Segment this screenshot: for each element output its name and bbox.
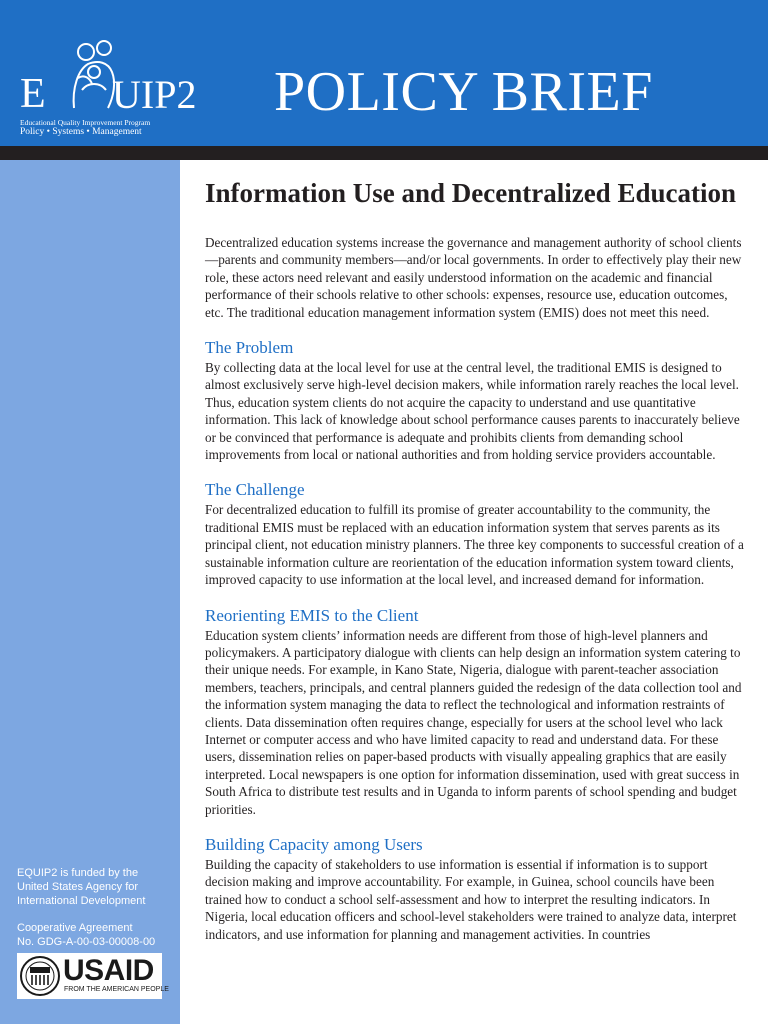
logo-letter-e: E: [20, 71, 46, 117]
section-heading-capacity: Building Capacity among Users: [205, 834, 423, 854]
cooperative-agreement: [17, 921, 177, 949]
equip2-logo: [20, 38, 220, 142]
program-areas: Policy • Systems • Management: [20, 127, 142, 137]
agreement-line: No. GDG-A-00-03-00008-00: [17, 936, 156, 948]
usaid-seal-icon: [19, 955, 61, 997]
agreement-line: Cooperative Agreement: [17, 922, 133, 934]
usaid-wordmark: USAID: [63, 954, 154, 987]
header-banner: [0, 0, 768, 146]
funding-line: EQUIP2 is funded by the: [17, 867, 139, 879]
usaid-logo: [17, 953, 169, 999]
policy-brief-title: POLICY BRIEF: [274, 61, 653, 123]
main-content: [205, 176, 745, 943]
usaid-tagline: FROM THE AMERICAN PEOPLE: [64, 986, 169, 993]
document-title: Information Use and Decentralized Education: [205, 178, 736, 208]
funding-note: [17, 866, 177, 908]
section-body-reorienting: Education system clients’ information needs are different from those of high-level planners and policymakers. A participatory dialogue with clients can help design an information system catering to their unique needs. For example, in Kano State, Nigeria, dialogue with parent-teacher association members, teachers, principals, and central planners guided the redesign of the data collection tool and the information system managing the data to reflect the technological and information restraints of clients. Data dissemination often requires change, especially for users at the school level who lack Internet or computer access and who have limited capacity to read and understand data. For these users, dissemination relies on paper-based products with visually appealing graphics that are easily interpreted. Local newspapers is one option for information dissemination, used with great success in South Africa to distribute test results and in Uganda to inform parents of school spending and budget priorities.: [205, 627, 742, 817]
section-body-challenge: For decentralized education to fulfill its promise of greater accountability to the community, the traditional EMIS must be replaced with an education information system that serves parents as its principal client, not education ministry planners. The three key components to successful creation of a sustainable information culture are reorientation of the education information system toward clients, improved capacity to use information at the local level, and increased demand for information.: [205, 502, 744, 588]
logo-letters-uip2: UIP2: [112, 72, 197, 117]
section-heading-reorienting: Reorienting EMIS to the Client: [205, 605, 419, 625]
funding-line: United States Agency for: [17, 881, 139, 893]
section-body-problem: By collecting data at the local level for use at the central level, the traditional EMIS is designed to almost exclusively serve high-level decision makers, while information rarely reaches the local level. Thus, education system clients do not acquire the capacity to understand and use quantitative information. This lack of knowledge about school performance causes parents to inaccurately believe or be convinced that performance is adequate and prohibits clients from demanding school improvements from local or national authorities and from holding service providers accountable.: [205, 360, 740, 463]
intro-paragraph: Decentralized education systems increase the governance and management authority of school clients—parents and community members—and/or local governments. In order to effectively play their new role, these actors need relevant and easily understood information on the academic and financial performance of their schools relative to other schools: expenses, resource use, education outcomes, etc. The traditional education management information system (EMIS) does not meet this need.: [205, 235, 742, 320]
funding-line: International Development: [17, 895, 146, 907]
section-heading-problem: The Problem: [205, 338, 294, 358]
header-divider: [0, 146, 768, 160]
section-heading-challenge: The Challenge: [205, 480, 305, 500]
section-body-capacity: Building the capacity of stakeholders to use information is essential if information is to support decision making and improve accountability. For example, in Guinea, school councils have been trained how to conduct a school self-assessment and how to interpret the resulting indicators. In Nigeria, local education officers and school-level stakeholders were trained to analyze data, interpret indicators, and use information for planning and management activities. In countries: [205, 856, 737, 942]
program-name: Educational Quality Improvement Program: [20, 118, 151, 127]
